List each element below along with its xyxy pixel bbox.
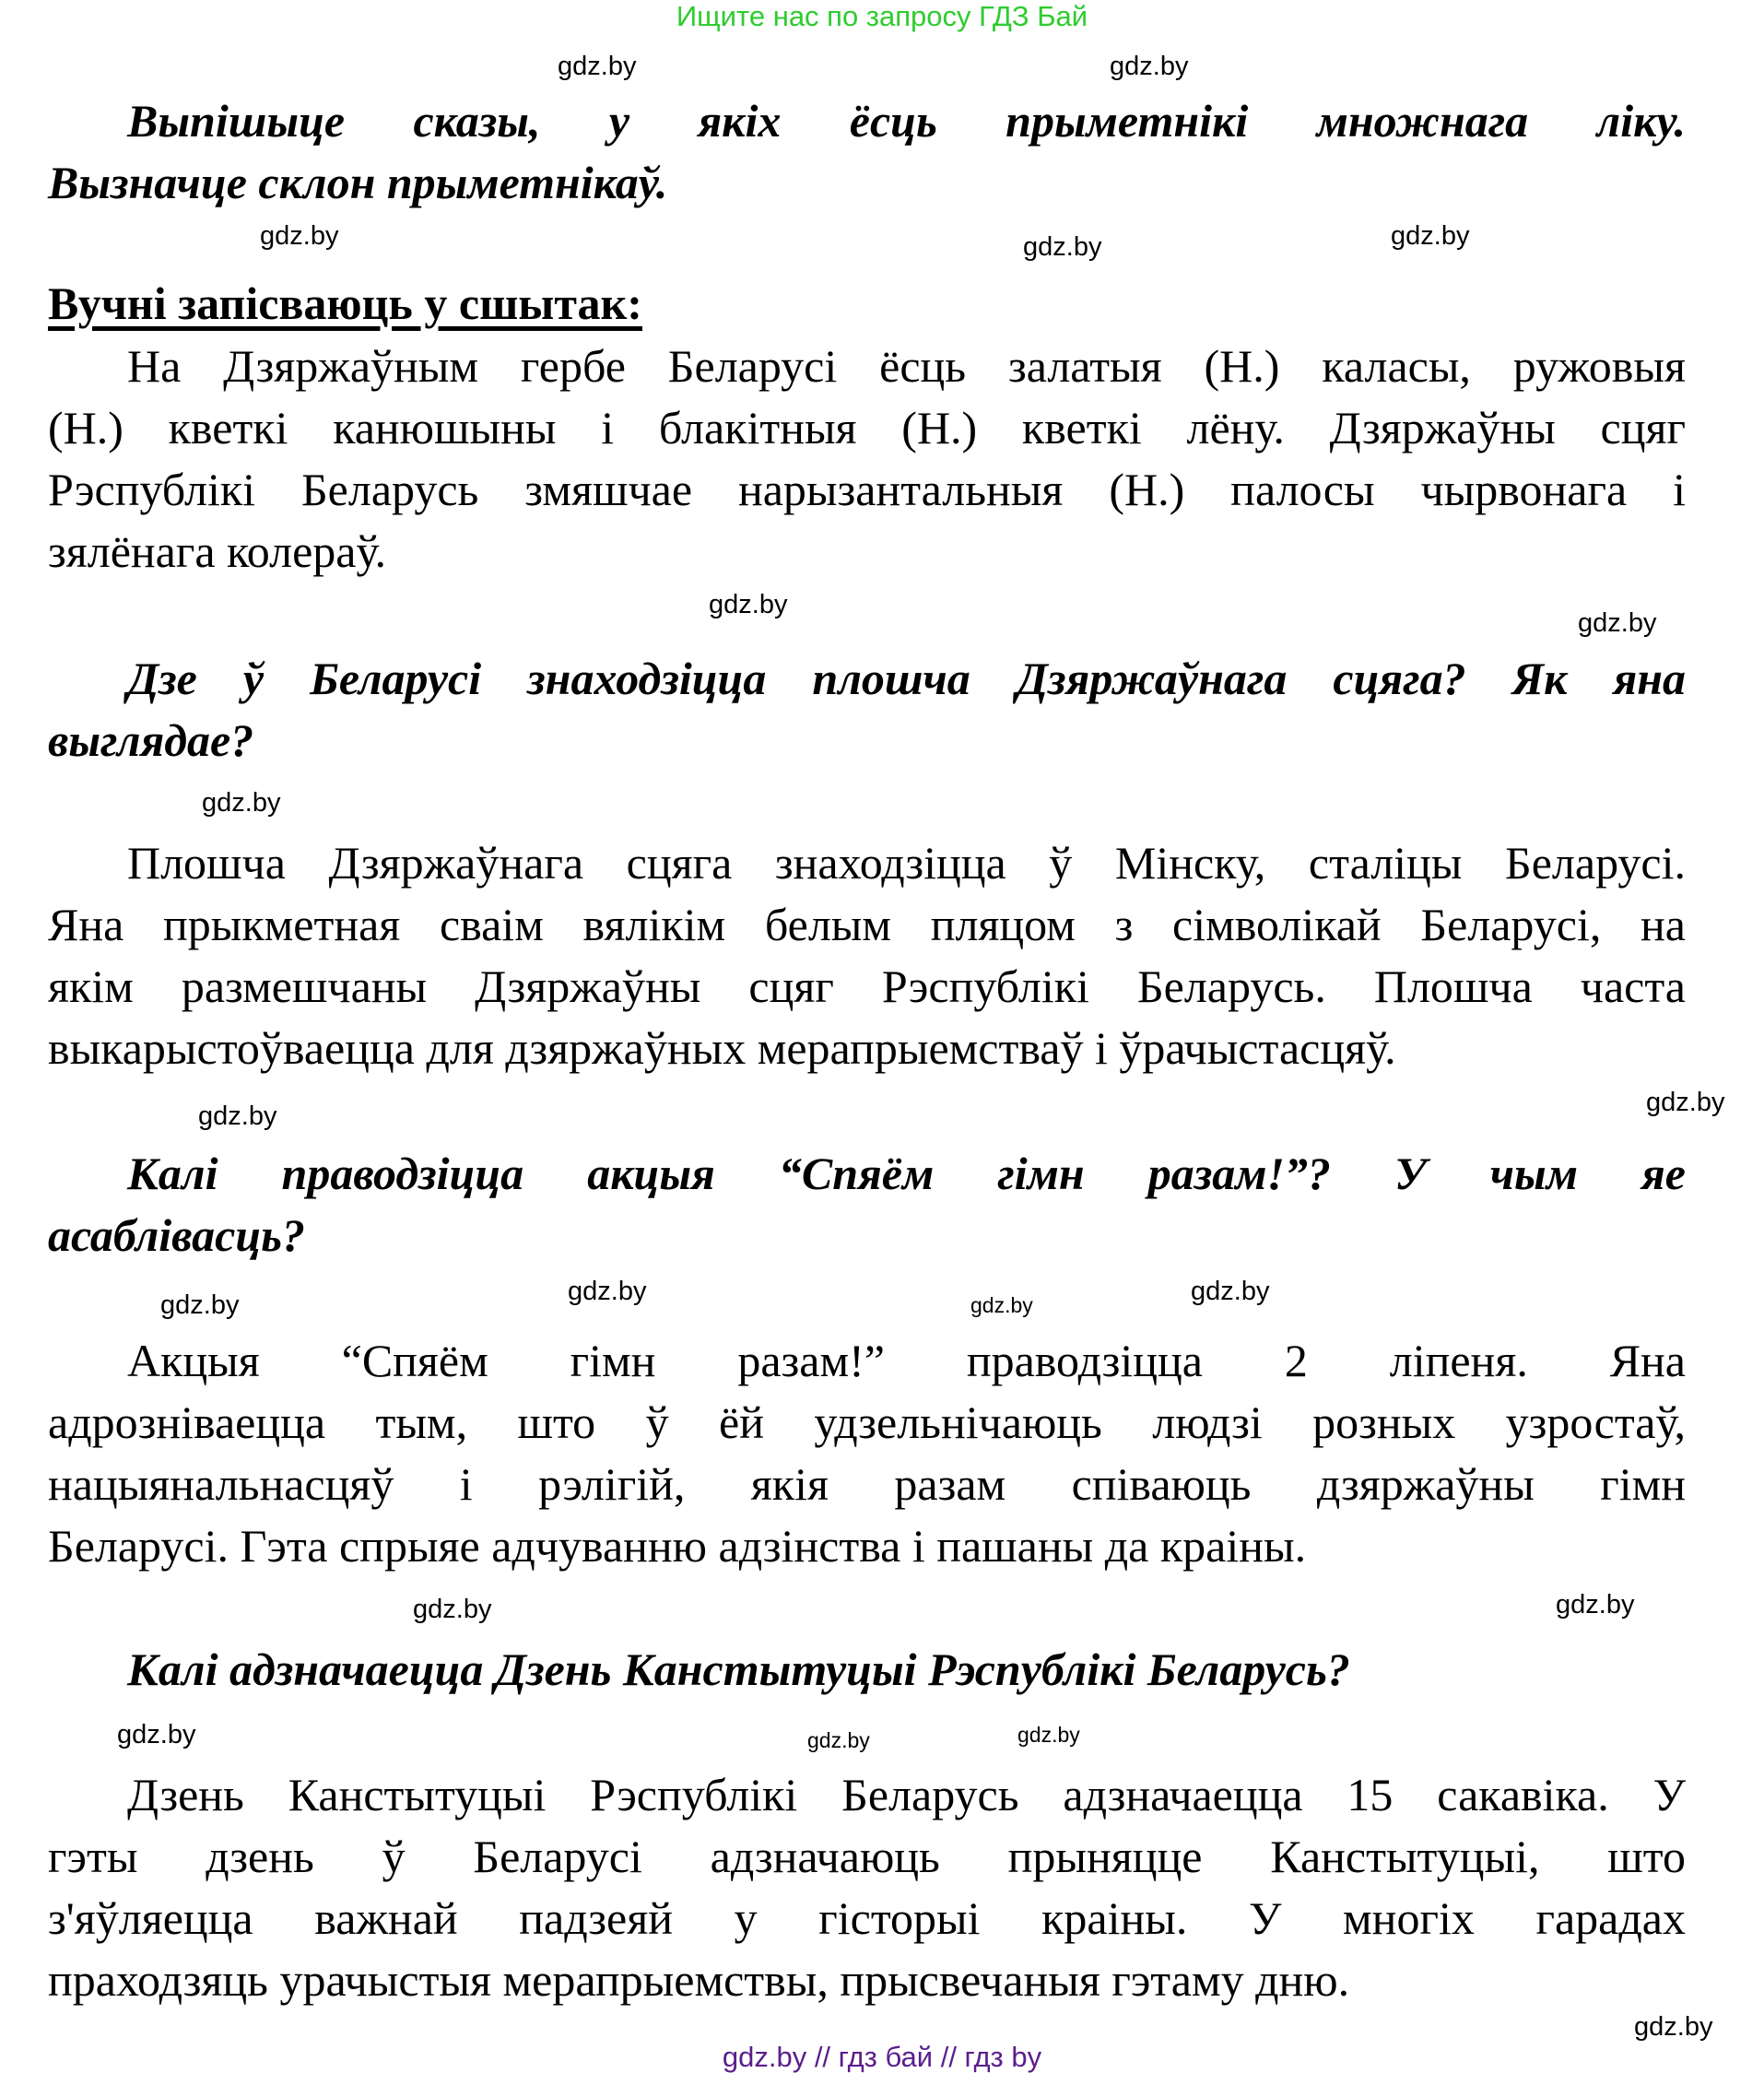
watermark: gdz.by bbox=[970, 1293, 1033, 1317]
watermark: gdz.by bbox=[558, 52, 637, 81]
answer-paragraph-3 bbox=[48, 1330, 1686, 1577]
watermark: gdz.by bbox=[1556, 1590, 1635, 1620]
task-question-1 bbox=[48, 90, 1686, 214]
watermark: gdz.by bbox=[117, 1720, 196, 1749]
answer-line: нацыянальнасцяў і рэлігій, якія разам співаюць дзяржаўны гімн bbox=[48, 1458, 1686, 1510]
question-line: Калі праводзіцца акцыя “Спяём гімн разам!”? У чым яе bbox=[127, 1148, 1686, 1199]
answer-line: зялёнага колераў. bbox=[48, 525, 386, 577]
watermark: gdz.by bbox=[1110, 52, 1189, 81]
question-line: Калі адзначаецца Дзень Канстытуцыі Рэспублікі Беларусь? bbox=[127, 1643, 1350, 1695]
watermark: gdz.by bbox=[198, 1101, 277, 1131]
answer-paragraph-2 bbox=[48, 832, 1686, 1079]
question-line: Вызначце склон прыметнікаў. bbox=[48, 157, 668, 208]
answer-line: Беларусі. Гэта спрыяе адчуванню адзінства і пашаны да краіны. bbox=[48, 1520, 1307, 1572]
question-line: Выпішыце сказы, у якіх ёсць прыметнікі множнага ліку. bbox=[127, 95, 1686, 147]
watermark: gdz.by bbox=[202, 788, 281, 818]
students-write-label: Вучні запісваюць у сшытак: bbox=[48, 277, 642, 329]
question-line: выглядае? bbox=[48, 714, 254, 766]
answer-line: якім размешчаны Дзяржаўны сцяг Рэспублікі Беларусь. Плошча часта bbox=[48, 960, 1686, 1012]
answer-line: Яна прыкметная сваім вялікім белым пляцом з сімволікай Беларусі, на bbox=[48, 899, 1686, 950]
question-line: Дзе ў Беларусі знаходзіцца плошча Дзяржаўнага сцяга? Як яна bbox=[127, 653, 1686, 704]
answer-paragraph-1 bbox=[48, 336, 1686, 583]
answer-line: Дзень Канстытуцыі Рэспублікі Беларусь адзначаецца 15 сакавіка. У bbox=[127, 1769, 1686, 1820]
answer-line: праходзяць урачыстыя мерапрыемствы, прысвечаныя гэтаму дню. bbox=[48, 1954, 1350, 2006]
search-hint-banner[interactable]: Ищите нас по запросу ГДЗ Бай bbox=[676, 0, 1088, 32]
answer-line: з'яўляецца важнай падзеяй у гісторыі краіны. У многіх гарадах bbox=[48, 1892, 1686, 1944]
watermark: gdz.by bbox=[1017, 1723, 1080, 1747]
watermark: gdz.by bbox=[1023, 232, 1102, 262]
watermark: gdz.by bbox=[568, 1277, 647, 1306]
answer-line: Плошча Дзяржаўнага сцяга знаходзіцца ў Мінску, сталіцы Беларусі. bbox=[127, 837, 1686, 889]
answer-line: Рэспублікі Беларусь змяшчае нарызантальныя (Н.) палосы чырвонага і bbox=[48, 464, 1686, 515]
watermark: gdz.by bbox=[1391, 221, 1470, 251]
task-question-4 bbox=[48, 1639, 1686, 1701]
watermark: gdz.by bbox=[160, 1290, 240, 1320]
watermark: gdz.by bbox=[1191, 1277, 1270, 1306]
answer-line: выкарыстоўваецца для дзяржаўных мерапрыемстваў і ўрачыстасцяў. bbox=[48, 1022, 1396, 1074]
answer-paragraph-4 bbox=[48, 1764, 1686, 2011]
watermark: gdz.by bbox=[413, 1595, 492, 1624]
answer-line: Акцыя “Спяём гімн разам!” праводзіцца 2 ліпеня. Яна bbox=[127, 1335, 1686, 1386]
watermark: gdz.by bbox=[1646, 1088, 1725, 1117]
task-question-3 bbox=[48, 1143, 1686, 1266]
question-line: асаблівасць? bbox=[48, 1209, 306, 1261]
watermark: gdz.by bbox=[1634, 2012, 1713, 2042]
answer-line: (Н.) кветкі канюшыны і блакітныя (Н.) кветкі лёну. Дзяржаўны сцяг bbox=[48, 402, 1686, 453]
watermark: gdz.by bbox=[807, 1728, 870, 1752]
task-question-2 bbox=[48, 648, 1686, 771]
answer-line: гэты дзень ў Беларусі адзначаюць прыняцце Канстытуцыі, што bbox=[48, 1831, 1686, 1882]
watermark: gdz.by bbox=[1578, 608, 1657, 638]
footer-links[interactable]: gdz.by // гдз бай // гдз by bbox=[722, 2041, 1042, 2073]
answer-line: адрозніваецца тым, што ў ёй удзельнічаюць людзі розных узростаў, bbox=[48, 1396, 1686, 1448]
watermark: gdz.by bbox=[260, 221, 339, 251]
watermark: gdz.by bbox=[709, 590, 788, 619]
section-label bbox=[48, 273, 1686, 335]
answer-line: На Дзяржаўным гербе Беларусі ёсць залатыя (Н.) каласы, ружовыя bbox=[127, 340, 1686, 392]
